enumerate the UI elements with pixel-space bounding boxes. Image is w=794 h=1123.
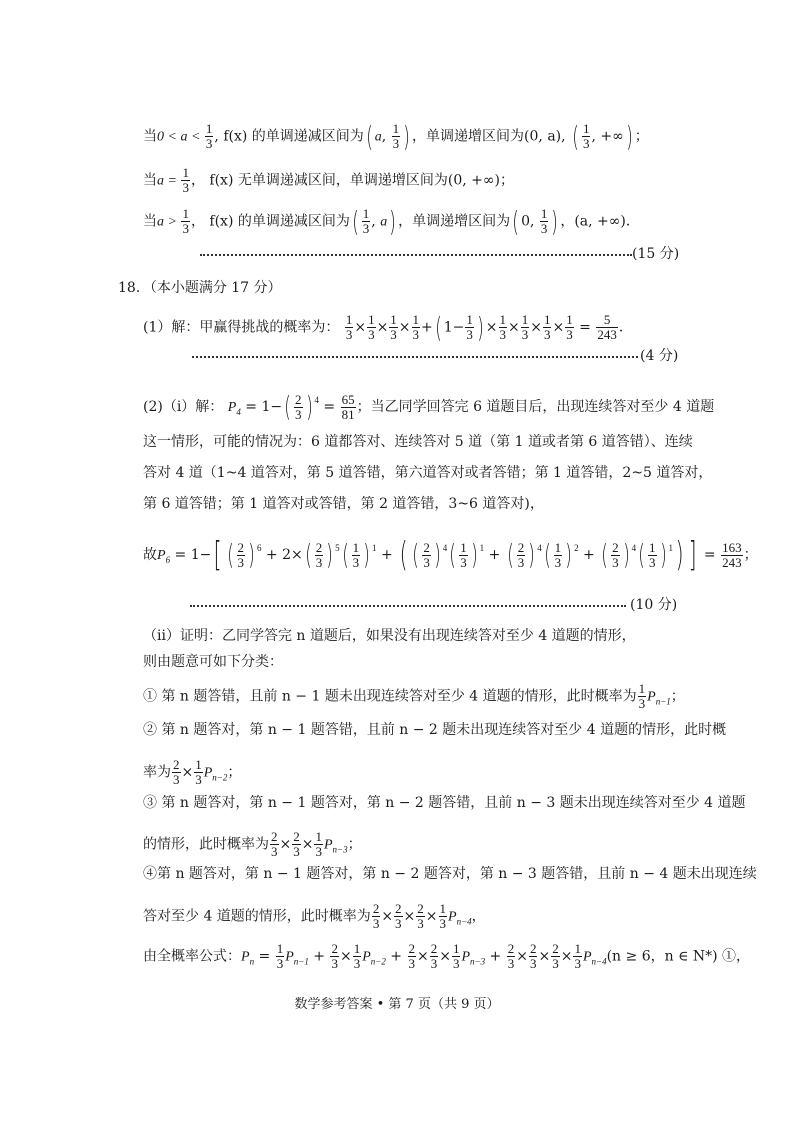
case-2-line2: 率为 $\frac{2}{3}$ × $\frac{1}{3}$ $P_{n-2}$； bbox=[143, 757, 242, 787]
frac-1-3: $\frac{1}{3}$ bbox=[205, 121, 213, 151]
score-leader-4 bbox=[192, 356, 638, 358]
case-1-line: ① 第 n 题答错，且前 n − 1 题未出现连续答对至少 4 道题的情形，此时概率为 $\frac{1}{3}$ $P_{n-1}$； bbox=[143, 681, 685, 711]
page-footer: 数学参考答案 • 第 7 页（共 9 页） bbox=[294, 997, 500, 1012]
case-3-line1: ③ 第 n 题答对，第 n − 1 题答对，第 n − 2 题答错，且前 n − 3 题未出现连续答对至少 4 道题 bbox=[143, 795, 746, 811]
ii-line2: 则由题意可如下分类： bbox=[143, 654, 283, 670]
total-prob-line: 由全概率公式：$P_n$ = $\frac{1}{3}$ $P_{n-1}$ + $\frac{2}{3}$ × $\frac{1}{3}$ $P_{n-2}$ + $\frac{2}{3}$ × $\frac{2}{3}$ × $\frac{1}{3}$ $P_{n-3}$ + $\frac{2}{3}$ × $\frac{2}{3}$ × $\frac{2}{3}$ × $\frac{1}{3}$ $P_{n-4}(n \ge 6$，n ∈ N*) ①， bbox=[143, 941, 751, 971]
score-10: (10 分) bbox=[630, 597, 678, 613]
case-4-text: 答对至少 4 道题的情形，此时概率为 bbox=[143, 908, 371, 925]
case-2-line1: ② 第 n 题答对，第 n − 1 题答错，且前 n − 2 题未出现连续答对至少 4 道题的情形，此时概 bbox=[143, 722, 727, 738]
p2-line1: (2)（i）解： $P_4 = 1-$( $\frac{2}{3}$ ) $^4$ = $\frac{65}{81}$ ；当乙同学回答完 6 道题目后，出现连续答对至少 4 道题 bbox=[143, 390, 715, 423]
p2-text1: ；当乙同学回答完 6 道题目后，出现连续答对至少 4 道题 bbox=[356, 399, 715, 415]
case1-text2: ，单调递增区间为(0, a), bbox=[412, 128, 566, 145]
score-4: (4 分) bbox=[640, 348, 679, 364]
case3-lead: 当 bbox=[143, 213, 157, 230]
case2-line: 当a = $\frac{1}{3}$ ， f(x) 无单调递减区间，单调递增区间为(0, +∞)； bbox=[143, 165, 514, 195]
case2-cond: a = bbox=[157, 173, 181, 189]
case-4-line1: ④第 n 题答对，第 n − 1 题答对，第 n − 2 题答对，第 n − 3 题答错，且前 n − 4 题未出现连续 bbox=[143, 866, 757, 882]
p2-line2: 这一情形，可能的情况为：6 道都答对、连续答对 5 道（第 1 道或者第 6 道答错）、连续 bbox=[143, 434, 693, 450]
case1-text1: f(x) 的单调递减区间为 bbox=[223, 128, 364, 145]
p2-line3: 答对 4 道（1~4 道答对，第 5 道答错，第六道答对或者答错；第 1 道答错，2~5 道答对， bbox=[143, 465, 713, 481]
score-leader-10 bbox=[190, 605, 626, 607]
ii-line1: （ii）证明：乙同学答完 n 道题后，如果没有出现连续答对至少 4 道题的情形， bbox=[143, 628, 636, 644]
total-lead: 由全概率公式： bbox=[143, 948, 241, 965]
q18-header: 18．（本小题满分 17 分） bbox=[118, 280, 282, 296]
case1-line: 当0 < a < $\frac{1}{3}$ , f(x) 的单调递减区间为( a, $\frac{1}{3}$ ) ，单调递增区间为(0, a), ( $\frac{1}{3}$ , +∞) ； bbox=[143, 119, 649, 153]
case3-cond: a > bbox=[157, 214, 181, 230]
case2-text: f(x) 无单调递减区间，单调递增区间为(0, +∞)； bbox=[209, 172, 514, 189]
p6-line: 故$P_6 = 1-$[ ( $\frac{2}{3}$ ) $^6$ + 2×( $\frac{2}{3}$ ) $^5$( $\frac{1}{3}$ ) $^1$ + ( ( $\frac{2}{3}$ ) $^4$( $\frac{1}{3}$ ) $^1$ + ( $\frac{2}{3}$ ) $^4$( $\frac{1}{3}$ ) $^2$ + ( $\frac{2}{3}$ ) $^4$( $\frac{1}{3}$ ) $^1$) ] = $\frac{163}{243}$ ； bbox=[143, 535, 758, 575]
p1-line: (1）解：甲赢得挑战的概率为： $\frac{1}{3}$ × $\frac{1}{3}$ × $\frac{1}{3}$ × $\frac{1}{3}$ +( 1− $\frac{1}{3}$ ) × $\frac{1}{3}$ × $\frac{1}{3}$ × $\frac{1}{3}$ × $\frac{1}{3}$ = $\frac{5}{243}$ ． bbox=[143, 310, 633, 344]
case-1-text: ① 第 n 题答错，且前 n − 1 题未出现连续答对至少 4 道题的情形，此时概率为 bbox=[143, 688, 637, 705]
case2-lead: 当 bbox=[143, 172, 157, 189]
p6-result: $\frac{163}{243}$ bbox=[722, 539, 742, 570]
p2-line4: 第 6 道答错；第 1 道答对或答错，第 2 道答错，3~6 道答对)， bbox=[143, 496, 544, 512]
case-4-line2: 答对至少 4 道题的情形，此时概率为 $\frac{2}{3}$ × $\frac{2}{3}$ × $\frac{2}{3}$ × $\frac{1}{3}$ $P_{n-4}$， bbox=[143, 901, 486, 931]
case3-text1: f(x) 的单调递减区间为 bbox=[209, 213, 350, 230]
p1-lead: (1）解：甲赢得挑战的概率为： bbox=[143, 319, 340, 336]
case-2-text: 率为 bbox=[143, 764, 171, 781]
score-leader-15 bbox=[200, 254, 632, 256]
p2-lead: (2)（i）解： bbox=[143, 399, 224, 415]
case1-lead: 当 bbox=[143, 128, 157, 145]
score-15: (15 分) bbox=[632, 246, 680, 262]
case3-text2: ，单调递增区间为 bbox=[398, 213, 511, 230]
case3-line: 当a > $\frac{1}{3}$ ， f(x) 的单调递减区间为( $\frac{1}{3}$ , a) ，单调递增区间为( 0, $\frac{1}{3}$ ) ，(a, +∞)． bbox=[143, 204, 640, 238]
total-tail: (n ≥ 6，n ∈ N*) ①， bbox=[606, 948, 751, 965]
case-3-line2: 的情形，此时概率为 $\frac{2}{3}$ × $\frac{2}{3}$ × $\frac{1}{3}$ $P_{n-3}$； bbox=[143, 829, 362, 859]
case3-text3: ，(a, +∞)． bbox=[560, 213, 640, 230]
case1-cond: 0 < a < bbox=[157, 129, 204, 145]
p6-lead: 故 bbox=[143, 547, 157, 563]
p1-result: $\frac{5}{243}$ bbox=[597, 312, 617, 342]
case-3-text: 的情形，此时概率为 bbox=[143, 836, 269, 853]
